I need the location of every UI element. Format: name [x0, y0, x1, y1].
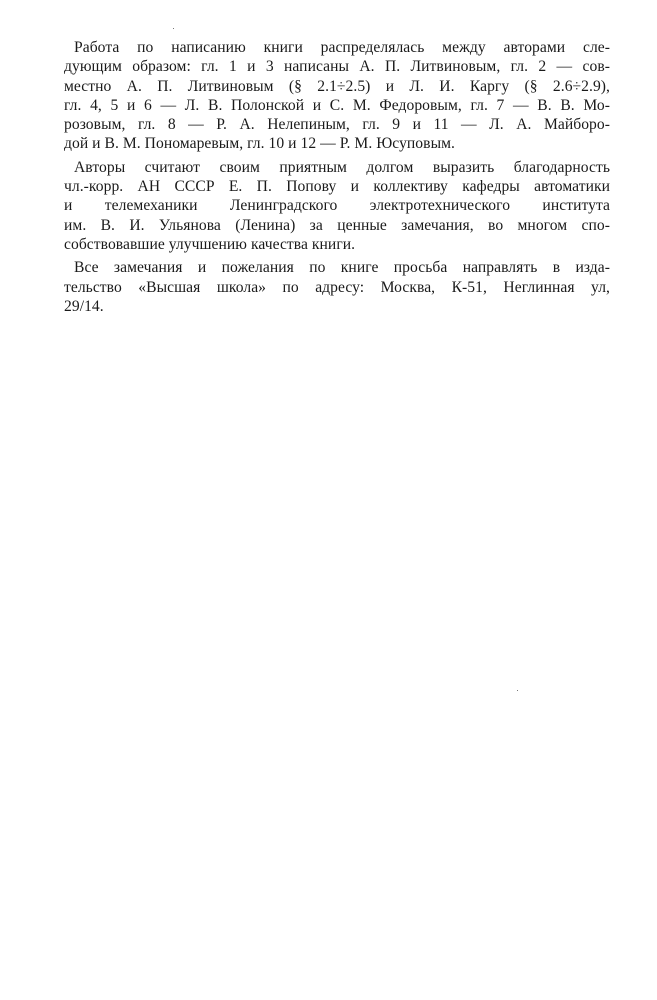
scan-speck: [173, 28, 174, 29]
text-line: дующим образом: гл. 1 и 3 написаны А. П. Литвиновым, гл. 2 — сов-: [64, 58, 610, 76]
text-line: розовым, гл. 8 — Р. А. Нелепиным, гл. 9 и 11 — Л. А. Майборо-: [64, 116, 610, 134]
text-line: Все замечания и пожелания по книге просьба направлять в изда-: [74, 259, 610, 277]
text-line: Авторы считают своим приятным долгом выразить благодарность: [74, 158, 610, 176]
paragraph-authors: [64, 38, 610, 154]
text-line: гл. 4, 5 и 6 — Л. В. Полонской и С. М. Федоровым, гл. 7 — В. В. Мо-: [64, 96, 610, 114]
scan-speck: [517, 690, 518, 691]
text-line: собствовавшие улучшению качества книги.: [64, 235, 356, 253]
document-page: [64, 38, 610, 320]
text-line: местно А. П. Литвиновым (§ 2.1÷2.5) и Л. И. Каргу (§ 2.6÷2.9),: [64, 77, 610, 95]
text-line: дой и В. М. Пономаревым, гл. 10 и 12 — Р. М. Юсуповым.: [64, 135, 455, 153]
paragraph-feedback: [64, 258, 610, 316]
text-line: чл.-корр. АН СССР Е. П. Попову и коллективу кафедры автоматики: [64, 178, 610, 196]
text-line: им. В. И. Ульянова (Ленина) за ценные замечания, во многом спо-: [64, 216, 610, 234]
paragraph-acknowledgements: [64, 158, 610, 254]
text-line: 29/14.: [64, 297, 104, 315]
text-line: Работа по написанию книги распределялась между авторами сле-: [74, 39, 610, 56]
text-line: тельство «Высшая школа» по адресу: Москва, К-51, Неглинная ул,: [64, 278, 610, 296]
text-line: и телемеханики Ленинградского электротехнического института: [64, 197, 610, 215]
